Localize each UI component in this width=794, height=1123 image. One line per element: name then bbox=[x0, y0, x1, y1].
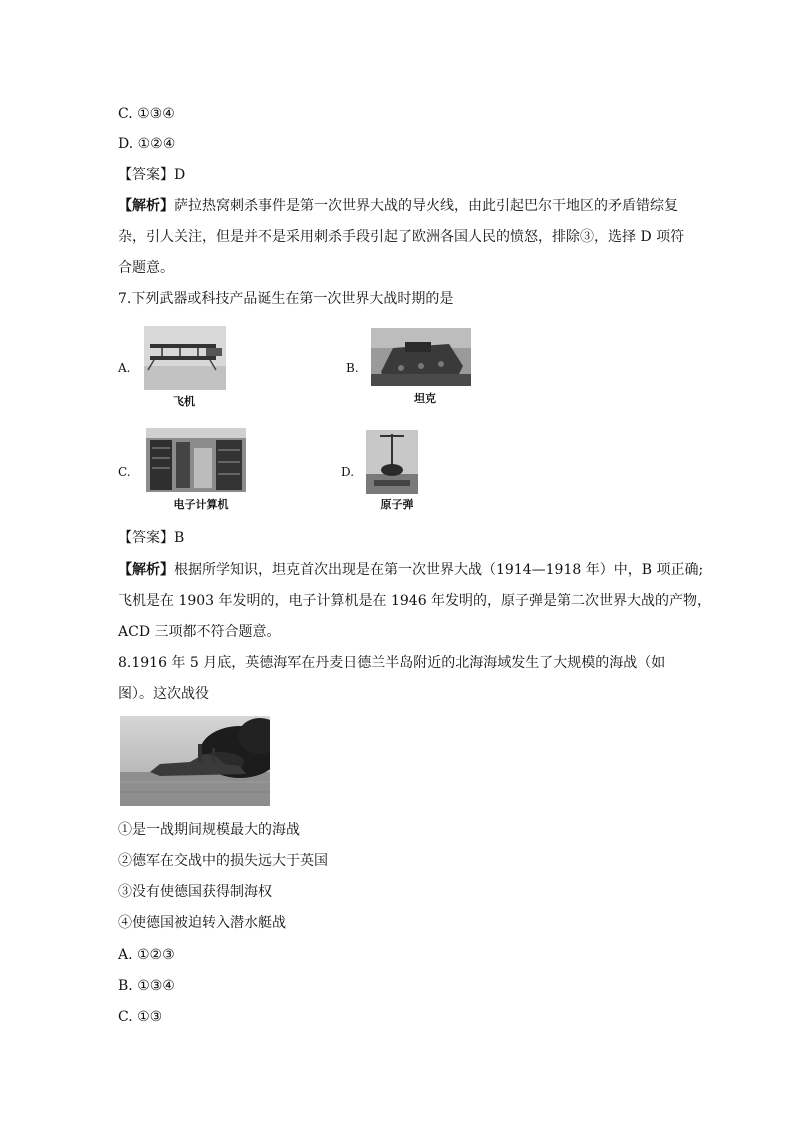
q7-option-b-caption: 坦克 bbox=[414, 392, 436, 405]
computer-photo bbox=[146, 428, 246, 492]
q7-option-b-label: B. bbox=[346, 361, 359, 375]
q8-stem-line2: 图）。这次战役 bbox=[118, 686, 209, 702]
q8-stem-line1: 8.1916 年 5 月底，英德海军在丹麦日德兰半岛附近的北海海域发生了大规模的海战（如 bbox=[118, 655, 666, 671]
q7-analysis-line2: 飞机是在 1903 年发明的，电子计算机是在 1946 年发明的，原子弹是第二次世界大战的产物， bbox=[118, 593, 712, 609]
tank-photo bbox=[371, 328, 471, 386]
q6-analysis-head: 【解析】 bbox=[118, 198, 174, 214]
q6-analysis-line2: 杂，引人关注，但是并不是采用刺杀手段引起了欧洲各国人民的愤怒，排除③，选择 D 项符 bbox=[118, 229, 685, 245]
q7-option-d-caption: 原子弹 bbox=[380, 498, 414, 511]
q7-option-c-caption: 电子计算机 bbox=[173, 498, 229, 511]
q6-answer: 【答案】D bbox=[118, 167, 186, 183]
q8-option-b: B. ①③④ bbox=[118, 978, 175, 994]
q8-statement-3: ③没有使德国获得制海权 bbox=[118, 884, 272, 900]
q7-analysis-text1: 根据所学知识，坦克首次出现是在第一次世界大战（1914—1918 年）中，B 项正确; bbox=[174, 562, 704, 578]
q7-analysis-line1 bbox=[118, 560, 703, 580]
q7-stem: 7.下列武器或科技产品诞生在第一次世界大战时期的是 bbox=[118, 291, 454, 307]
q7-analysis-head: 【解析】 bbox=[118, 562, 174, 578]
q6-analysis-line3: 合题意。 bbox=[118, 260, 174, 276]
q7-option-d-label: D. bbox=[341, 465, 355, 479]
q8-statement-4: ④使德国被迫转入潜水艇战 bbox=[118, 915, 286, 931]
q8-option-a: A. ①②③ bbox=[118, 947, 175, 963]
q7-option-a-caption: 飞机 bbox=[173, 395, 195, 408]
atomic-bomb-photo bbox=[366, 430, 418, 494]
naval-battle-photo bbox=[120, 716, 270, 806]
q7-option-a-label: A. bbox=[118, 361, 131, 375]
q8-statement-1: ①是一战期间规模最大的海战 bbox=[118, 822, 300, 838]
q6-option-c: C. ①③④ bbox=[118, 106, 175, 122]
q7-answer: 【答案】B bbox=[118, 530, 185, 546]
airplane-photo bbox=[144, 326, 226, 390]
q7-analysis-line3: ACD 三项都不符合题意。 bbox=[118, 624, 281, 640]
q6-analysis-line1 bbox=[118, 196, 678, 216]
q6-option-d: D. ①②④ bbox=[118, 136, 176, 152]
q8-option-c: C. ①③ bbox=[118, 1009, 163, 1025]
q8-statement-2: ②德军在交战中的损失远大于英国 bbox=[118, 853, 328, 869]
q7-option-c-label: C. bbox=[118, 465, 131, 479]
q6-analysis-text1: 萨拉热窝刺杀事件是第一次世界大战的导火线，由此引起巴尔干地区的矛盾错综复 bbox=[174, 198, 678, 214]
